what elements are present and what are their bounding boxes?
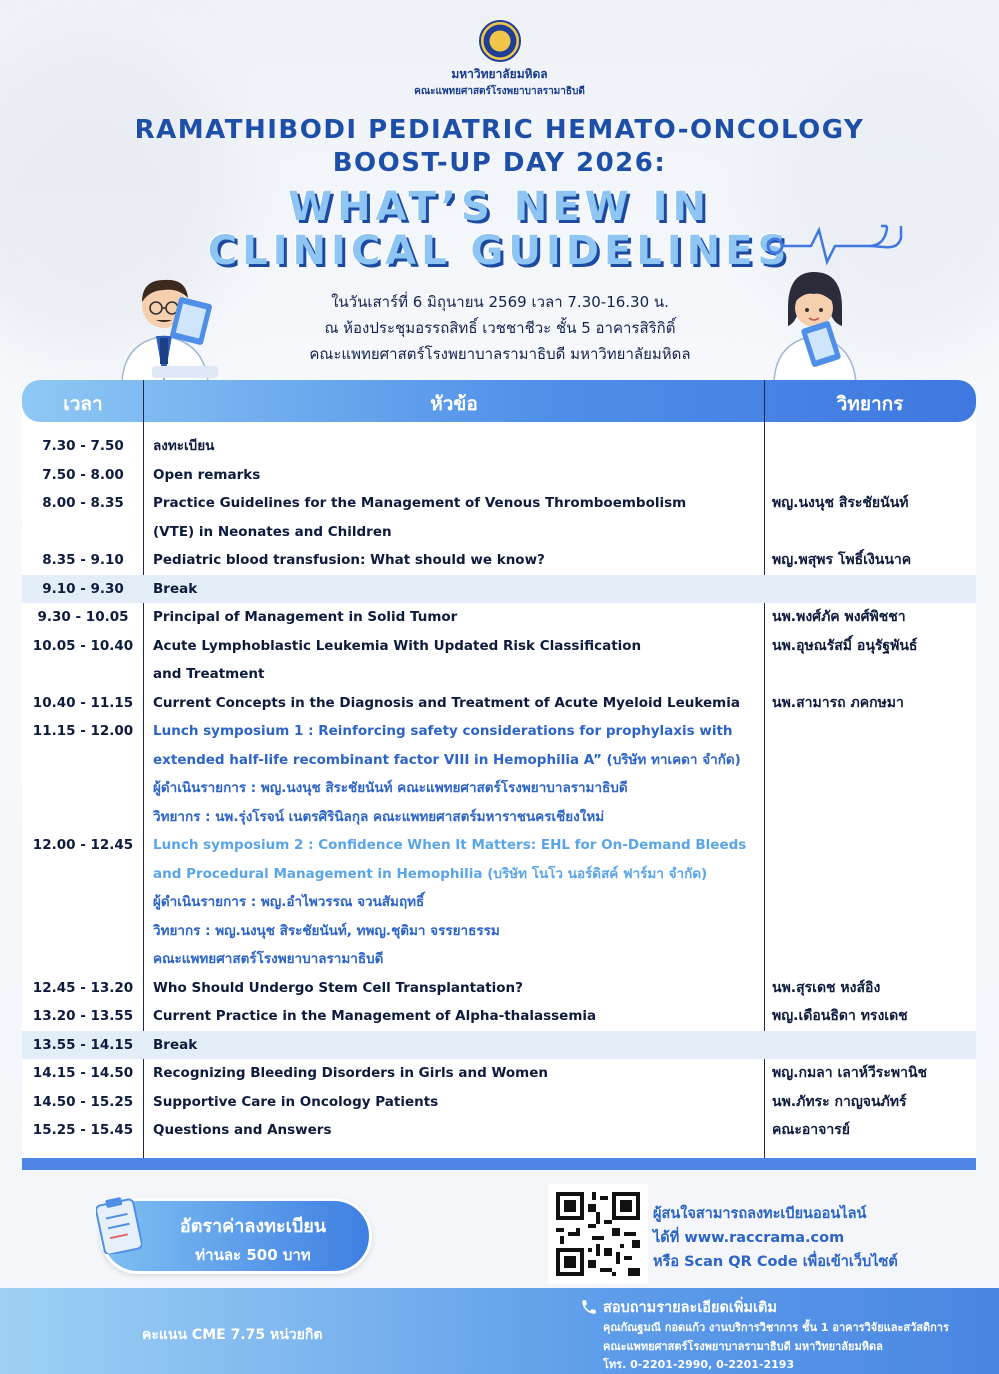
- speaker-name: พญ.นงนุช สิระชัยนันท์: [772, 495, 909, 511]
- session-topic-line: (VTE) in Neonates and Children: [153, 523, 392, 540]
- session-time: 14.15 - 14.50: [32, 1065, 134, 1081]
- session-topic: [153, 603, 763, 632]
- table-row: [22, 1088, 976, 1117]
- session-topic-line: Current Practice in the Management of Alpha-thalassemia: [153, 1008, 597, 1024]
- session-time: 7.50 - 8.00: [42, 466, 124, 483]
- speaker-name: พญ.พสุพร โพธิ์เงินนาค: [772, 552, 912, 568]
- session-topic-line: ผู้ดำเนินรายการ : พญ.นงนุช สิระชัยนันท์ คณะแพทยศาสตร์โรงพยาบาลรามาธิบดี: [153, 780, 628, 796]
- session-topic: [153, 1031, 763, 1060]
- doctor-male-icon: [112, 262, 222, 382]
- session-topic: [153, 717, 763, 831]
- event-subtitle-line1: WHAT’S NEW IN: [288, 184, 711, 230]
- column-header-time: เวลา: [63, 393, 103, 415]
- session-time: 13.20 - 13.55: [32, 1008, 134, 1024]
- speaker-name: นพ.ภัทระ กาญจนภัทร์: [772, 1093, 907, 1110]
- table-row-break: [22, 1031, 976, 1060]
- doctor-female-icon: [760, 262, 870, 382]
- session-speaker: [772, 1116, 976, 1145]
- table-row: [22, 432, 976, 461]
- session-topic-line: and Procedural Management in Hemophilia (บริษัท โนโว นอร์ดิสค์ ฟาร์มา จำกัด): [153, 865, 708, 882]
- register-info-line1: ผู้สนใจสามารถลงทะเบียนออนไลน์: [653, 1206, 867, 1222]
- table-row: [22, 1059, 976, 1088]
- table-row: [22, 603, 976, 632]
- cme-credits: คะแนน CME 7.75 หน่วยกิต: [142, 1327, 323, 1343]
- contact-phone[interactable]: โทร. 0-2201-2990, 0-2201-2193: [603, 1358, 795, 1371]
- schedule-rows: [22, 432, 976, 1145]
- session-topic-line: Who Should Undergo Stem Cell Transplantation?: [153, 979, 524, 996]
- table-row: [22, 546, 976, 575]
- column-header-speaker: วิทยากร: [836, 393, 904, 415]
- speaker-name: นพ.อุษณรัสมิ์ อนุรัฐพันธ์: [772, 637, 918, 654]
- session-time: 12.45 - 13.20: [32, 979, 134, 996]
- session-speaker: [772, 974, 976, 1003]
- fee-title: อัตราค่าลงทะเบียน: [179, 1216, 327, 1237]
- session-topic-line: Questions and Answers: [153, 1122, 332, 1138]
- event-faculty: คณะแพทยศาสตร์โรงพยาบาลรามาธิบดี มหาวิทยาลัยมหิดล: [309, 345, 691, 363]
- session-speaker: [772, 1002, 976, 1031]
- session-topic-line: Break: [153, 1036, 198, 1053]
- session-time: 15.25 - 15.45: [32, 1122, 134, 1138]
- session-time: 12.00 - 12.45: [32, 837, 134, 853]
- session-time: 7.30 - 7.50: [42, 438, 124, 454]
- speaker-name: นพ.สุรเดช หงส์อิง: [772, 979, 881, 996]
- session-topic: [153, 1002, 763, 1031]
- register-info-line3: หรือ Scan QR Code เพื่อเข้าเว็บไซต์: [653, 1254, 898, 1270]
- session-topic-line: Lunch symposium 2 : Confidence When It Matters: EHL for On-Demand Bleeds: [153, 837, 747, 853]
- session-topic-line: Break: [153, 580, 198, 597]
- session-topic: [153, 575, 763, 604]
- speaker-name: คณะอาจารย์: [772, 1122, 850, 1138]
- contact-person: คุณกัณฐมณี กอดแก้ว งานบริการวิชาการ ชั้น 1 อาคารวิจัยและสวัสดิการ: [603, 1321, 949, 1334]
- contact-faculty: คณะแพทยศาสตร์โรงพยาบาลรามาธิบดี มหาวิทยาลัยมหิดล: [603, 1340, 883, 1353]
- clipboard-icon: [96, 1196, 142, 1254]
- table-row: [22, 461, 976, 490]
- session-topic-line: and Treatment: [153, 666, 265, 682]
- table-row: [22, 974, 976, 1003]
- header-logo: [0, 20, 999, 99]
- session-topic: [153, 1116, 763, 1145]
- speaker-name: นพ.พงศ์ภัค พงศ์พิชชา: [772, 609, 906, 625]
- session-topic-line: Practice Guidelines for the Management of Venous Thromboembolism: [153, 495, 687, 511]
- session-time: 9.30 - 10.05: [37, 609, 129, 625]
- session-topic-line: Current Concepts in the Diagnosis and Treatment of Acute Myeloid Leukemia: [153, 694, 740, 711]
- session-topic-line: Open remarks: [153, 466, 261, 483]
- session-speaker: [772, 689, 976, 718]
- session-topic: [153, 1059, 763, 1088]
- session-topic-line: วิทยากร : พญ.นงนุช สิระชัยนันท์, ทพญ.ชุติมา จรรยาธรรม: [153, 922, 500, 939]
- session-topic: [153, 461, 763, 490]
- faculty-name: คณะแพทยศาสตร์โรงพยาบาลรามาธิบดี: [414, 86, 585, 97]
- event-title-line1: RAMATHIBODI PEDIATRIC HEMATO-ONCOLOGY: [134, 115, 865, 145]
- session-topic: [153, 1088, 763, 1117]
- session-topic-line: คณะแพทยศาสตร์โรงพยาบาลรามาธิบดี: [153, 951, 384, 967]
- session-topic-line: extended half-life recombinant factor VIII in Hemophilia A” (บริษัท ทาเคดา จำกัด): [153, 751, 741, 768]
- session-topic: [153, 974, 763, 1003]
- session-topic: [153, 489, 763, 546]
- event-date: ในวันเสาร์ที่ 6 มิถุนายน 2569 เวลา 7.30-16.30 น.: [331, 293, 669, 311]
- event-subtitle-line2: CLINICAL GUIDELINES: [207, 228, 792, 274]
- table-row: [22, 689, 976, 718]
- session-time: 10.05 - 10.40: [32, 637, 134, 654]
- footer: [0, 1288, 999, 1374]
- session-speaker: [772, 546, 976, 575]
- qr-code[interactable]: [548, 1184, 648, 1284]
- table-row: [22, 1116, 976, 1145]
- session-topic-line: Acute Lymphoblastic Leukemia With Updated Risk Classification: [153, 637, 642, 654]
- session-topic-line: Principal of Management in Solid Tumor: [153, 609, 458, 625]
- session-time: 9.10 - 9.30: [42, 580, 124, 597]
- register-info-line2[interactable]: ได้ที่ www.raccrama.com: [653, 1230, 845, 1246]
- table-row: [22, 717, 976, 831]
- session-time: 10.40 - 11.15: [32, 694, 134, 711]
- session-topic-line: วิทยากร : นพ.รุ่งโรจน์ เนตรศิรินิลกุล คณะแพทยศาสตร์มหาราชนครเชียงใหม่: [153, 808, 605, 825]
- table-row: [22, 1002, 976, 1031]
- session-speaker: [772, 1088, 976, 1117]
- fee-amount: ท่านละ 500 บาท: [195, 1246, 311, 1264]
- session-topic: [153, 432, 763, 461]
- session-topic-line: Lunch symposium 1 : Reinforcing safety considerations for prophylaxis with: [153, 723, 733, 739]
- session-time: 14.50 - 15.25: [32, 1093, 134, 1110]
- event-room: ณ ห้องประชุมอรรถสิทธิ์ เวชชาชีวะ ชั้น 5 อาคารสิริกิติ์: [324, 319, 676, 337]
- session-speaker: [772, 1059, 976, 1088]
- session-time: 11.15 - 12.00: [32, 723, 134, 739]
- university-seal-icon: [479, 20, 521, 62]
- table-bottom-bar: [22, 1158, 976, 1170]
- qr-code-icon: [548, 1184, 648, 1284]
- session-speaker: [772, 489, 976, 518]
- speaker-name: นพ.สามารถ ภคกษมา: [772, 694, 904, 711]
- session-topic-line: Pediatric blood transfusion: What should we know?: [153, 552, 545, 568]
- speaker-name: พญ.กมลา เลาห์วีระพานิช: [772, 1065, 928, 1081]
- session-topic-line: Recognizing Bleeding Disorders in Girls and Women: [153, 1065, 548, 1081]
- session-topic: [153, 689, 763, 718]
- table-row: [22, 632, 976, 689]
- session-time: 8.35 - 9.10: [42, 552, 124, 568]
- session-time: 8.00 - 8.35: [42, 495, 124, 511]
- session-topic: [153, 546, 763, 575]
- column-header-topic: หัวข้อ: [430, 393, 478, 415]
- schedule-table: [22, 380, 976, 1170]
- session-topic-line: ลงทะเบียน: [153, 438, 215, 454]
- table-row: [22, 489, 976, 546]
- phone-icon: [580, 1298, 598, 1316]
- table-header: [22, 380, 976, 422]
- session-time: 13.55 - 14.15: [32, 1036, 134, 1053]
- university-name: มหาวิทยาลัยมหิดล: [451, 67, 548, 81]
- session-topic-line: Supportive Care in Oncology Patients: [153, 1093, 439, 1110]
- session-speaker: [772, 632, 976, 661]
- event-title-line2: BOOST-UP DAY 2026:: [332, 148, 667, 178]
- session-topic-line: ผู้ดำเนินรายการ : พญ.อำไพวรรณ จวนสัมฤทธิ์: [153, 894, 425, 910]
- session-speaker: [772, 603, 976, 632]
- table-row-break: [22, 575, 976, 604]
- session-topic: [153, 831, 763, 974]
- contact-title: สอบถามรายละเอียดเพิ่มเติม: [603, 1300, 777, 1316]
- table-row: [22, 831, 976, 974]
- session-topic: [153, 632, 763, 689]
- speaker-name: พญ.เดือนธิดา ทรงเดช: [772, 1008, 908, 1024]
